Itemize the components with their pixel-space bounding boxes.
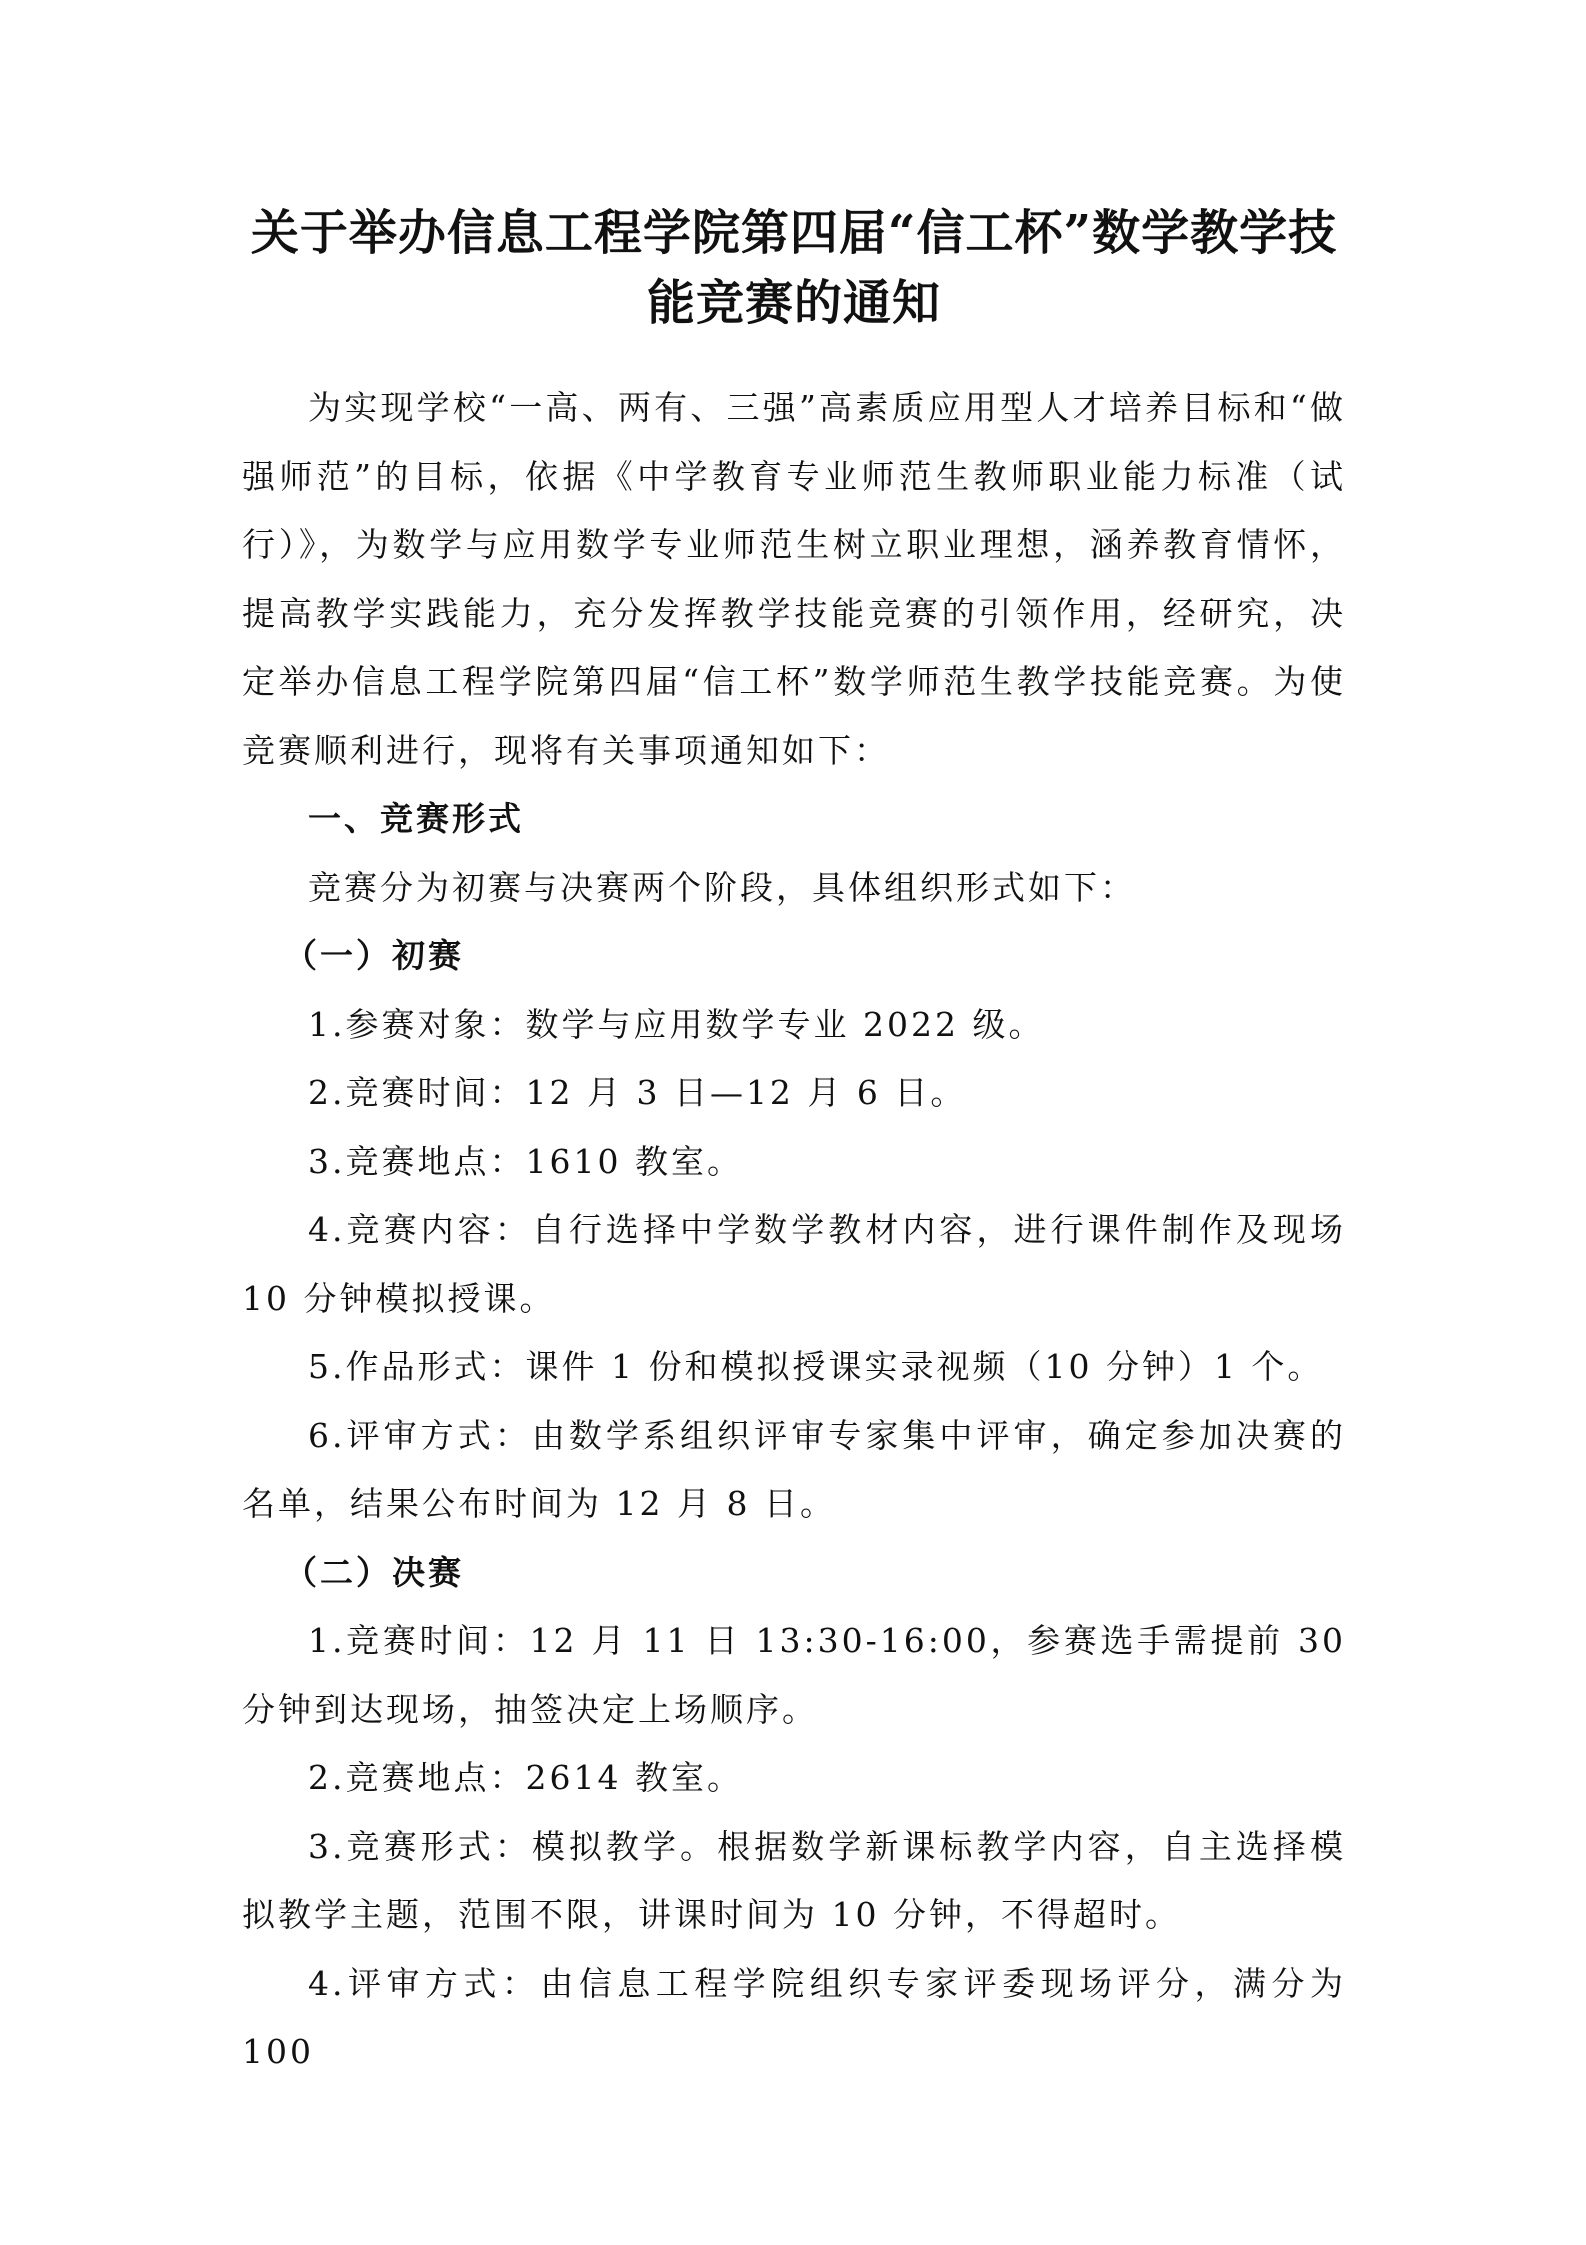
title-line-1: 关于举办信息工程学院第四届“信工杯”数学教学技 bbox=[250, 205, 1338, 261]
prelim-item-location: 3.竞赛地点：1610 教室。 bbox=[308, 1141, 743, 1181]
document-title bbox=[242, 198, 1346, 338]
prelim-item-content: 4.竞赛内容：自行选择中学数学教材内容，进行课件制作及现场 10 分钟模拟授课。 bbox=[242, 1210, 1346, 1318]
subsection-heading-preliminary: （一）初赛 bbox=[284, 936, 464, 975]
title-line-2: 能竞赛的通知 bbox=[646, 275, 941, 331]
section-intro: 竞赛分为初赛与决赛两个阶段，具体组织形式如下： bbox=[308, 867, 1136, 907]
prelim-item-submission: 5.作品形式：课件 1 份和模拟授课实录视频（10 分钟）1 个。 bbox=[308, 1347, 1324, 1386]
prelim-item-participants: 1.参赛对象：数学与应用数学专业 2022 级。 bbox=[308, 1004, 1045, 1044]
subsection-heading-final: （二）决赛 bbox=[284, 1552, 464, 1592]
document-body bbox=[242, 198, 1346, 2087]
section-heading-competition-format: 一、竞赛形式 bbox=[308, 799, 524, 838]
final-item-location: 2.竞赛地点：2614 教室。 bbox=[308, 1758, 743, 1797]
intro-paragraph: 为实现学校“一高、两有、三强”高素质应用型人才培养目标和“做强师范”的目标，依据《中学教育专业师范生教师职业能力标准（试行）》，为数学与应用数学专业师范生树立职业理想，涵养教育情怀，提高教学实践能力，充分发挥教学技能竞赛的引领作用，经研究，决定举办信息工程学院第四届“信工杯”数学师范生教学技能竞赛。为使竞赛顺利进行，现将有关事项通知如下： bbox=[242, 388, 1346, 770]
final-item-time: 1.竞赛时间：12 月 11 日 13:30-16:00，参赛选手需提前 30 分钟到达现场，抽签决定上场顺序。 bbox=[242, 1621, 1346, 1729]
prelim-item-time: 2.竞赛时间：12 月 3 日—12 月 6 日。 bbox=[308, 1073, 967, 1112]
prelim-item-review: 6.评审方式：由数学系组织评审专家集中评审，确定参加决赛的名单，结果公布时间为 12 月 8 日。 bbox=[242, 1415, 1346, 1523]
final-item-format: 3.竞赛形式：模拟教学。根据数学新课标教学内容，自主选择模拟教学主题，范围不限，讲课时间为 10 分钟，不得超时。 bbox=[242, 1826, 1346, 1934]
final-item-review: 4.评审方式：由信息工程学院组织专家评委现场评分，满分为 100 bbox=[242, 1963, 1346, 2071]
